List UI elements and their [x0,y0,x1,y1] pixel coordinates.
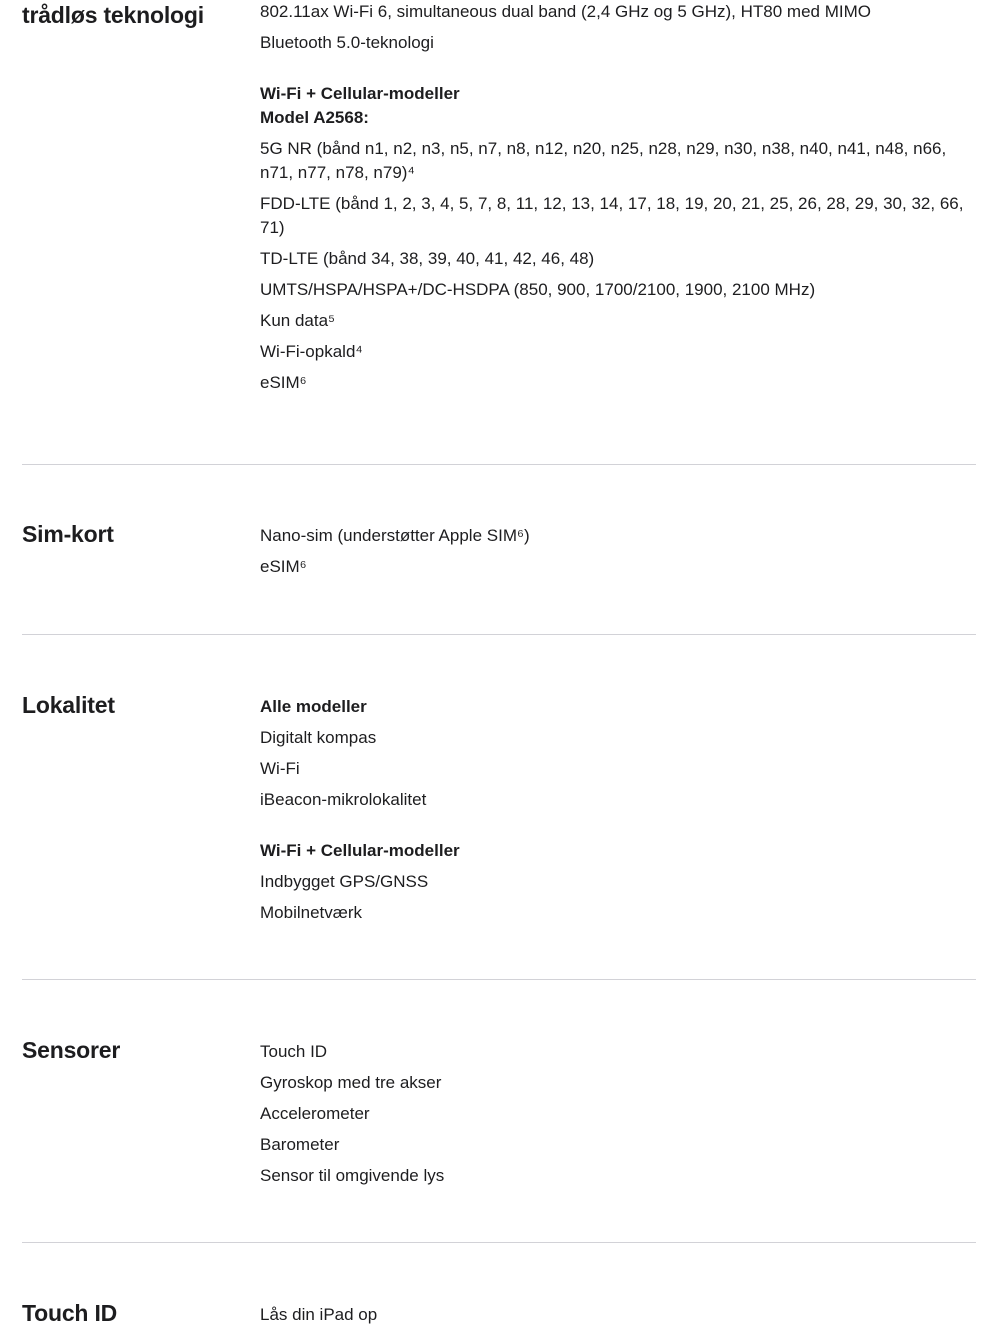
section-content [260,695,975,932]
model-heading: Model A2568: [260,108,369,127]
section-content [260,0,975,402]
spec-item: 802.11ax Wi-Fi 6, simultaneous dual band (2,4 GHz og 5 GHz), HT80 med MIMO [260,2,871,21]
section-content [260,1303,975,1334]
spec-item: Nano-sim (understøtter Apple SIM⁶) [260,526,530,545]
spec-item: 5G NR (bånd n1, n2, n3, n5, n7, n8, n12, n20, n25, n28, n29, n30, n38, n40, n41, n48, n66, n71, n77, n78, n79)⁴ [260,139,947,182]
section-divider [22,634,976,635]
spec-item: Digitalt kompas [260,728,377,747]
section-content [260,1040,975,1195]
section-content [260,524,975,586]
group-heading: Alle modeller [260,697,367,716]
section-title: Sensorer [22,1037,121,1063]
spec-item: Gyroskop med tre akser [260,1073,442,1092]
section-divider [22,1242,976,1243]
group-heading: Wi-Fi + Cellular-modeller [260,84,460,103]
spec-item: Kun data⁵ [260,311,336,330]
spec-item: Lås din iPad op [260,1305,378,1324]
section-title: Lokalitet [22,692,115,718]
spec-item: Mobilnetværk [260,903,363,922]
section-divider [22,979,976,980]
spec-item: FDD-LTE (bånd 1, 2, 3, 4, 5, 7, 8, 11, 12, 13, 14, 17, 18, 19, 20, 21, 25, 26, 28, 29, 30, 32, 66, 71) [260,194,964,237]
spec-item: eSIM⁶ [260,373,307,392]
spec-item: Wi-Fi-opkald⁴ [260,342,363,361]
spec-item: Barometer [260,1135,340,1154]
spec-item: Touch ID [260,1042,328,1061]
spec-item: Bluetooth 5.0-teknologi [260,33,434,52]
spec-item: Indbygget GPS/GNSS [260,872,429,891]
spec-item: Wi-Fi [260,759,300,778]
spec-item: Sensor til omgivende lys [260,1166,445,1185]
section-title: Sim-kort [22,521,114,547]
spec-item: iBeacon-mikrolokalitet [260,790,427,809]
spec-item: eSIM⁶ [260,557,307,576]
spec-item: TD-LTE (bånd 34, 38, 39, 40, 41, 42, 46, 48) [260,249,595,268]
section-title: Touch ID [22,1300,118,1326]
spec-item: UMTS/HSPA/HSPA+/DC-HSDPA (850, 900, 1700/2100, 1900, 2100 MHz) [260,280,816,299]
section-title: trådløs teknologi [22,2,204,28]
section-divider [22,464,976,465]
group-heading: Wi-Fi + Cellular-modeller [260,841,460,860]
spec-item: Accelerometer [260,1104,370,1123]
